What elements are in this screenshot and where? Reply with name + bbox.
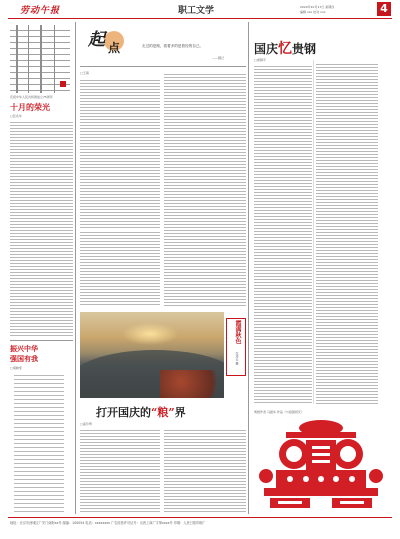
papercut-art bbox=[256, 418, 386, 512]
left-column-separator bbox=[75, 22, 76, 514]
bottom-title-prefix: 打开国庆的 bbox=[96, 406, 151, 419]
right-article-col2 bbox=[316, 62, 378, 404]
right-title-highlight: 忆 bbox=[278, 41, 293, 57]
center-right-separator bbox=[248, 22, 249, 514]
editor-line: 编辑 xxx 校对 xxx bbox=[300, 10, 326, 14]
photo-caption: 霞满秋色 bbox=[234, 320, 241, 344]
date-line: 2024年10月17日 星期四 bbox=[300, 5, 335, 9]
calligraphy-block bbox=[10, 25, 70, 103]
article2-poem bbox=[14, 372, 64, 512]
footer-text: 地址：北京市西城区广安门南街xx号 邮编：100054 电话：xxxxxxxx 广告经营许可证号：京西工商广字第xxxx号 印刷：人民日报印刷厂 bbox=[10, 521, 206, 525]
feature-body-col2 bbox=[164, 72, 246, 306]
bottom-article-title bbox=[96, 404, 186, 420]
photo-foliage bbox=[160, 370, 224, 398]
article1-body bbox=[10, 120, 73, 338]
section-title: 职工文学 bbox=[178, 6, 215, 16]
papercut-caption: 剪纸作者 马振华 作品《与祖国同庆》 bbox=[254, 410, 304, 414]
right-article-title bbox=[254, 38, 316, 58]
photo-credit: 张凌云 摄 bbox=[235, 352, 239, 365]
right-article-author: □梁锡平 bbox=[254, 58, 266, 62]
right-column-inner-rule bbox=[313, 60, 314, 404]
left-divider-1 bbox=[10, 340, 73, 341]
feature-banner bbox=[80, 25, 140, 59]
right-title-prefix: 国庆 bbox=[254, 42, 279, 56]
article2-author: □胡晓雯 bbox=[10, 366, 22, 370]
bottom-article-author: □高玲琴 bbox=[80, 422, 92, 426]
feature-quote-source: ——题记 bbox=[212, 56, 225, 60]
footer-rule bbox=[8, 517, 392, 518]
paper-name-logo: 劳动午报 bbox=[20, 6, 61, 16]
feature-quote: 走过的是路，看着多的是曾经的自己。 bbox=[142, 44, 204, 48]
bottom-title-suffix: 界 bbox=[174, 406, 186, 419]
red-seal bbox=[60, 81, 66, 87]
article1-title: 十月的荣光 bbox=[10, 102, 50, 112]
masthead bbox=[0, 0, 400, 20]
landscape-photo bbox=[80, 312, 224, 398]
page-number: 4 bbox=[380, 2, 388, 15]
article1-author: □张兆华 bbox=[10, 114, 22, 118]
calligraphy-caption: 庆祝中华人民共和国成立75周年 bbox=[10, 95, 53, 99]
article2-title-line2: 强国有我 bbox=[10, 354, 38, 363]
right-article-col1 bbox=[254, 64, 312, 404]
papercut-svg bbox=[256, 418, 386, 512]
bottom-article-col1 bbox=[80, 428, 160, 512]
banner-char-1: 起 bbox=[88, 30, 105, 50]
right-title-suffix: 贵钢 bbox=[292, 42, 317, 56]
feature-body-col1 bbox=[80, 78, 160, 228]
banner-char-2: 点 bbox=[108, 41, 121, 55]
feature-author: □王海 bbox=[80, 71, 89, 75]
bottom-title-highlight: “粮” bbox=[151, 406, 175, 419]
feature-rule bbox=[80, 66, 246, 67]
feature-body-col1-lower bbox=[80, 230, 160, 306]
article2-title-line1: 振兴中华 bbox=[10, 344, 38, 353]
bottom-article-col2 bbox=[164, 428, 246, 512]
masthead-rule bbox=[8, 18, 392, 19]
